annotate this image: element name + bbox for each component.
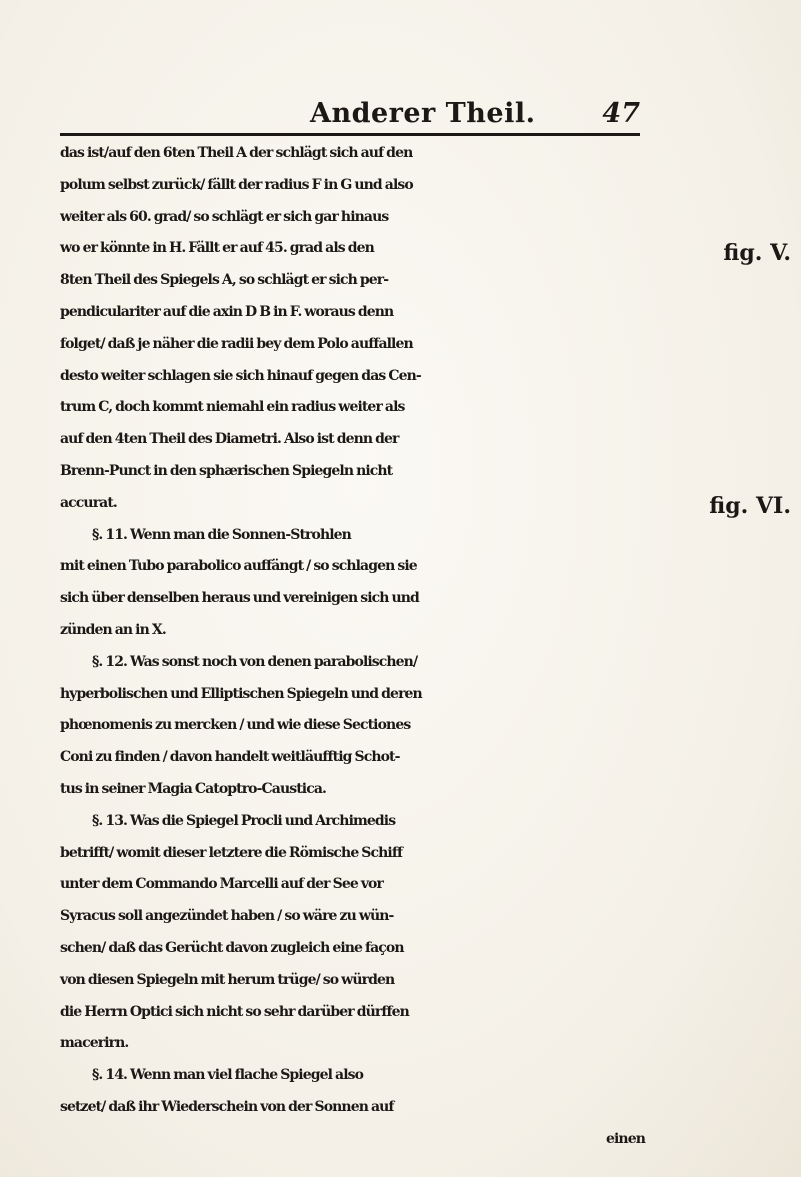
page-number: 47 <box>602 98 640 129</box>
header-rule <box>60 133 640 136</box>
running-head: Anderer Theil. <box>310 98 536 129</box>
text-line: folget/ daß je näher die radii bey dem Polo auffallen <box>60 335 413 352</box>
text-line: von diesen Spiegeln mit herum trüge/ so würden <box>60 971 395 988</box>
text-line: zünden an in X. <box>60 621 166 638</box>
text-line: macerirn. <box>60 1035 129 1052</box>
text-line: sich über denselben heraus und vereinigen sich und <box>60 590 419 607</box>
text-line: desto weiter schlagen sie sich hinauf gegen das Cen- <box>60 367 421 384</box>
text-line: Syracus soll angezündet haben / so wäre zu wün- <box>60 908 394 925</box>
text-line: mit einen Tubo parabolico auffängt / so schlagen sie <box>60 558 417 575</box>
margin-note-fig-vi: fig. VI. <box>709 493 791 519</box>
text-line: schen/ daß das Gerücht davon zugleich eine façon <box>60 939 404 956</box>
catchword: einen <box>606 1130 645 1147</box>
text-line: trum C, doch kommt niemahl ein radius weiter als <box>60 399 405 416</box>
text-line: 8ten Theil des Spiegels A, so schlägt er sich per- <box>60 272 389 289</box>
text-line: setzet/ daß ihr Wiederschein von der Sonnen auf <box>60 1098 394 1115</box>
page-header <box>60 96 660 134</box>
text-line: phœnomenis zu mercken / und wie diese Sectiones <box>60 717 411 734</box>
margin-note-fig-v: fig. V. <box>723 240 791 266</box>
body-text <box>60 138 665 1156</box>
text-line: Brenn-Punct in den sphærischen Spiegeln nicht <box>60 462 393 479</box>
text-line: tus in seiner Magia Catoptro-Caustica. <box>60 780 326 797</box>
text-line: accurat. <box>60 494 117 511</box>
text-line: weiter als 60. grad/ so schlägt er sich gar hinaus <box>60 208 389 225</box>
section-heading-line: §. 14. Wenn man viel flache Spiegel also <box>92 1067 364 1084</box>
text-line: hyperbolischen und Elliptischen Spiegeln und deren <box>60 685 422 702</box>
section-heading-line: §. 11. Wenn man die Sonnen-Strohlen <box>92 526 351 543</box>
text-line: auf den 4ten Theil des Diametri. Also ist denn der <box>60 431 399 448</box>
text-line: polum selbst zurück/ fällt der radius F in G und also <box>60 176 413 193</box>
text-line: Coni zu finden / davon handelt weitläufftig Schot- <box>60 749 400 766</box>
text-line: wo er könnte in H. Fällt er auf 45. grad als den <box>60 240 374 257</box>
text-line: unter dem Commando Marcelli auf der See vor <box>60 876 383 893</box>
text-line: betrifft/ womit dieser letztere die Römische Schiff <box>60 844 403 861</box>
text-line: die Herrn Optici sich nicht so sehr darüber dürffen <box>60 1003 409 1020</box>
text-line: das ist/auf den 6ten Theil A der schlägt sich auf den <box>60 145 413 161</box>
text-line: pendiculariter auf die axin D B in F. woraus denn <box>60 303 394 320</box>
section-heading-line: §. 13. Was die Spiegel Procli und Archimedis <box>92 812 396 829</box>
section-heading-line: §. 12. Was sonst noch von denen parabolischen/ <box>92 653 418 670</box>
